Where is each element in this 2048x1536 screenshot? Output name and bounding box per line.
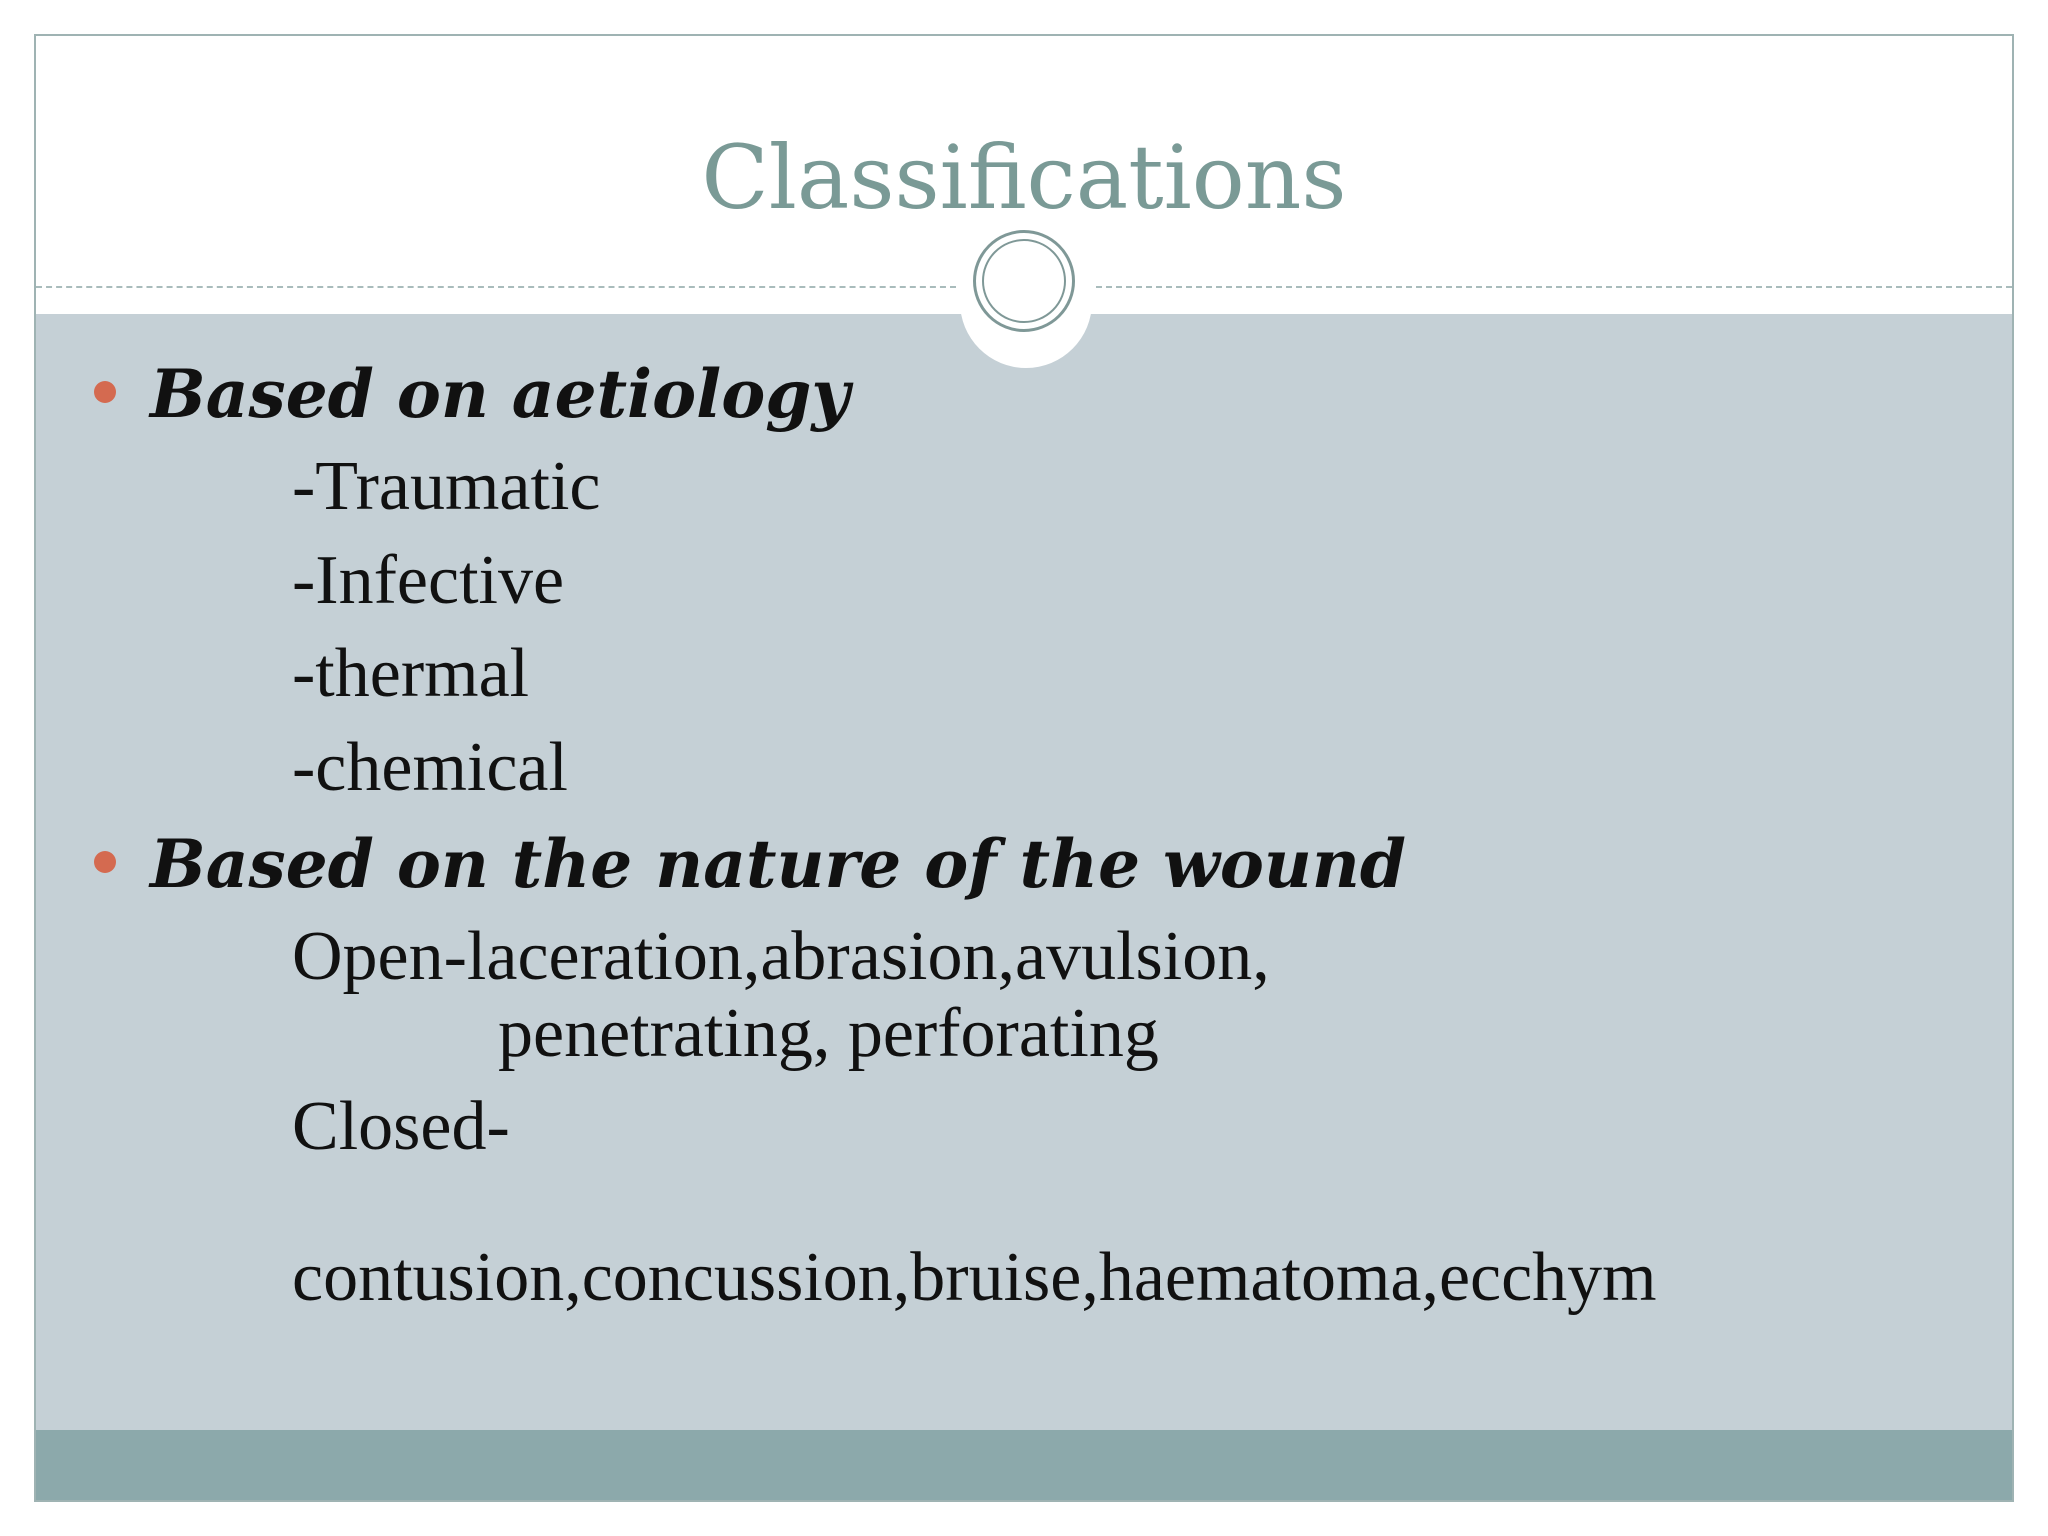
list-item: -chemical [292, 729, 568, 806]
list-item: -Traumatic [292, 448, 601, 525]
section-heading-wound-nature: Based on the nature of the wound [150, 825, 1406, 903]
slide [34, 34, 2014, 1502]
list-item: Closed- [292, 1088, 510, 1165]
slide-title: Classifications [701, 126, 1347, 229]
list-item: -thermal [292, 635, 530, 712]
bullet-dot-icon [94, 851, 116, 873]
footer-band [36, 1430, 2012, 1500]
list-item: Open-laceration,abrasion,avulsion, [292, 918, 1270, 995]
bullet-dot-icon [94, 381, 116, 403]
list-item: contusion,concussion,bruise,haematoma,ecchym [292, 1239, 1657, 1316]
title-divider-right [1096, 286, 2012, 288]
list-item: -Infective [292, 542, 565, 619]
section-heading-aetiology: Based on aetiology [150, 355, 850, 433]
title-divider-left [36, 286, 956, 288]
list-item: penetrating, perforating [498, 995, 1159, 1072]
divider-ornament-inner-ring [982, 239, 1066, 323]
